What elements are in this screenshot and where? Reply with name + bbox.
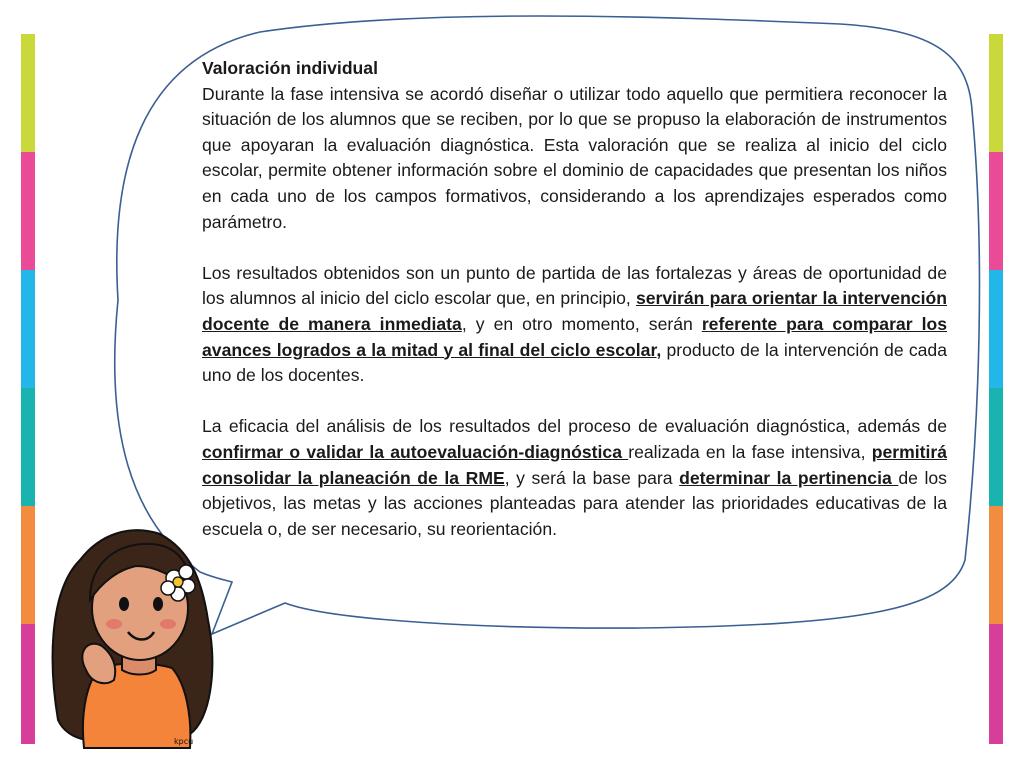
emphasis-text: confirmar o validar la autoevaluación-diagnóstica <box>202 441 629 462</box>
artist-signature: kpcu <box>174 737 194 746</box>
emphasis-text: determinar la pertinencia <box>679 467 899 488</box>
emphasis-text: permitirá consolidar la planeación de la RME <box>202 441 948 488</box>
text-run: Los resultados obtenidos son un punto de partida de las fortalezas y áreas de oportunidad de los alumnos al inicio del ciclo escolar que, en principio, <box>202 262 947 309</box>
emphasis-text: servirán para orientar la intervención docente de manera inmediata <box>202 288 947 334</box>
text-run: , y en otro momento, serán <box>461 313 702 334</box>
paragraph-2 <box>202 261 947 389</box>
paragraph-3 <box>202 414 947 542</box>
text-run: realizada en la fase intensiva, <box>628 441 872 462</box>
emphasis-text: referente para comparar los avances logrados a la mitad y al final del ciclo escolar, <box>202 313 947 360</box>
text-run: producto de la intervención de cada uno de los docentes. <box>202 339 948 386</box>
paragraph-1: Durante la fase intensiva se acordó diseñar o utilizar todo aquello que permitiera reconocer la situación de los alumnos que se reciben, por lo que se propuso la elaboración de instrumentos que apoyaran la evaluación diagnóstica. Esta valoración que se realiza al inicio del ciclo escolar, permite obtener información sobre el dominio de capacidades que presentan los niños en cada uno de los campos formativos, considerando a los aprendizajes esperados como parámetro. <box>202 83 947 232</box>
text-run: de los objetivos, las metas y las acciones planteadas para atender las prioridades educativas de la escuela o, de ser necesario, su reorientación. <box>202 467 947 539</box>
text-run: , y será la base para <box>504 467 680 488</box>
text-run: La eficacia del análisis de los resultados del proceso de evaluación diagnóstica, además de <box>202 416 947 437</box>
text-content <box>202 56 947 542</box>
section-title: Valoración individual <box>202 58 378 78</box>
girl-illustration <box>40 520 230 750</box>
